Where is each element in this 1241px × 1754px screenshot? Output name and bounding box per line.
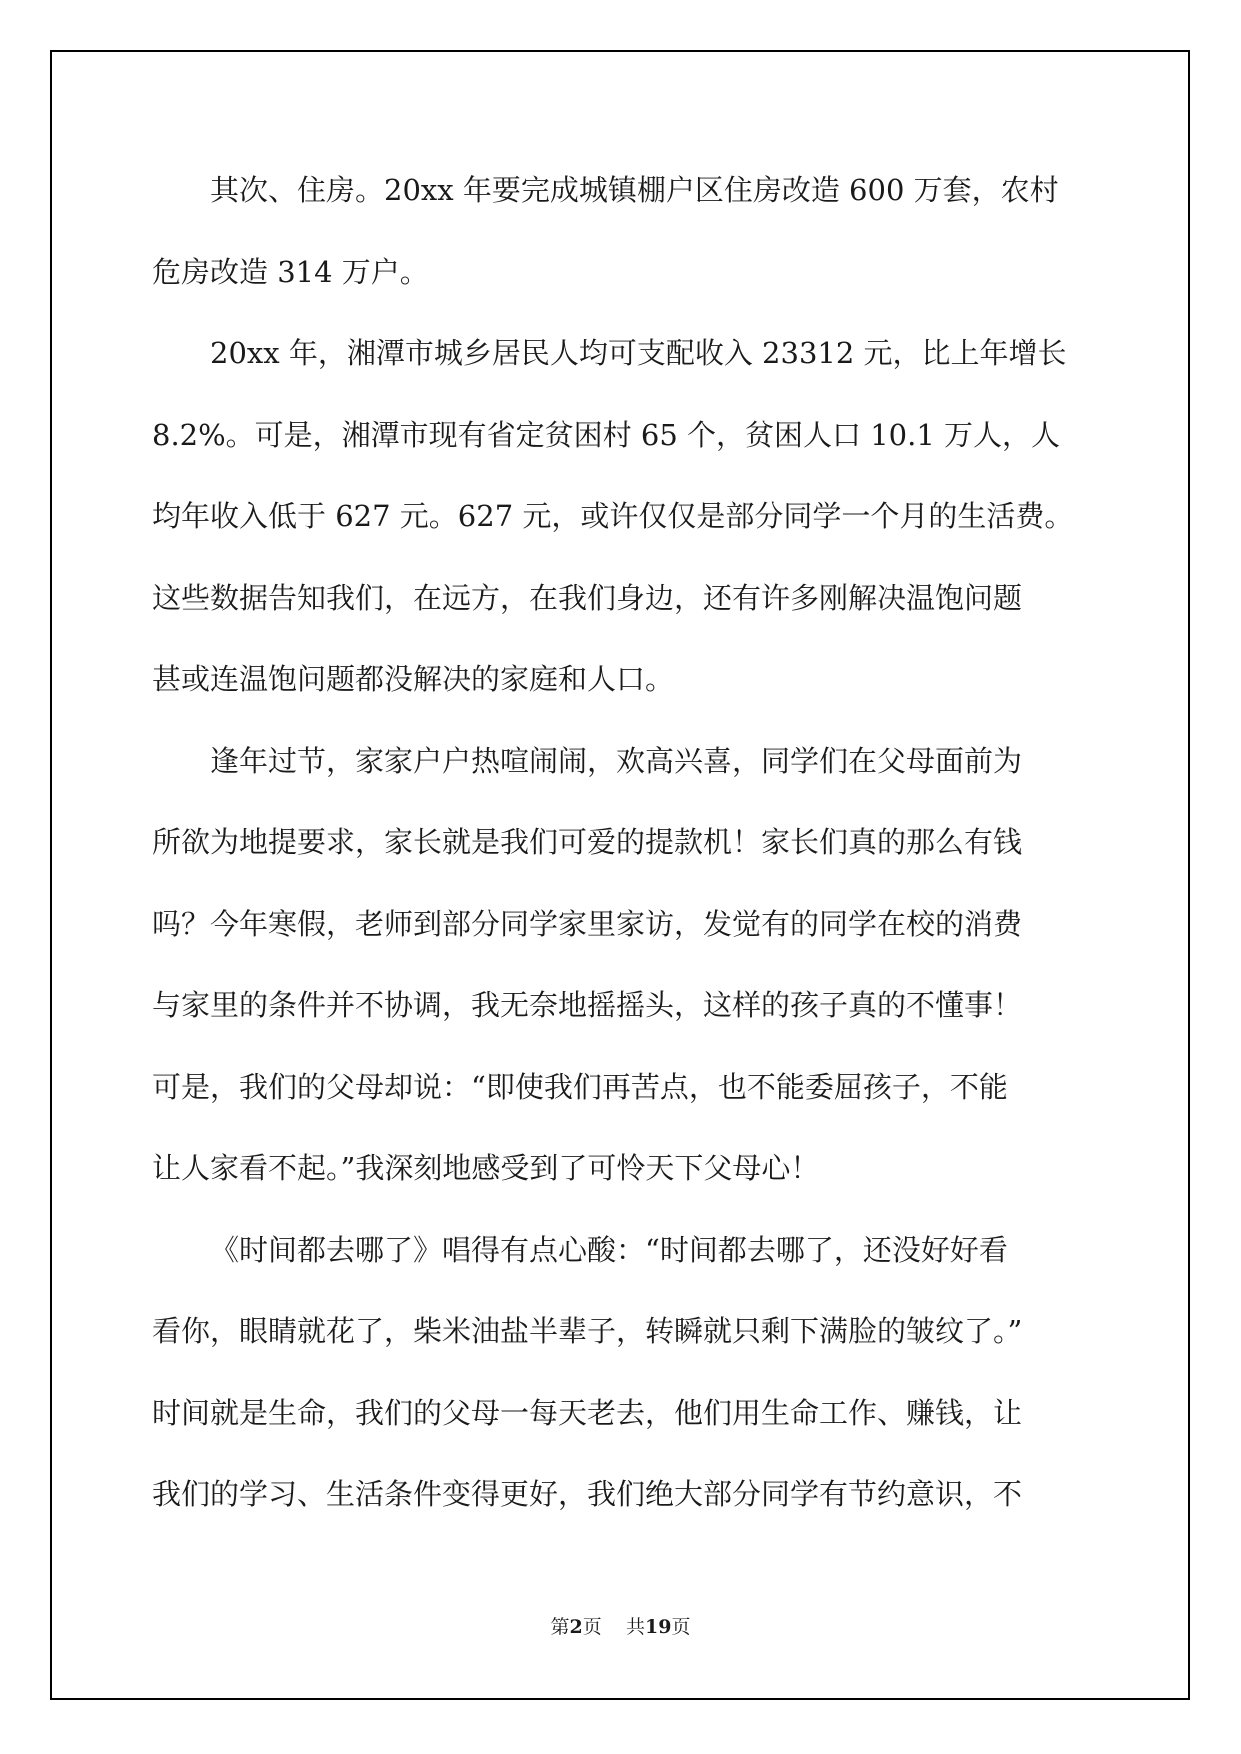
text-line: 我们的学习、生活条件变得更好，我们绝大部分同学有节约意识，不 [152,1477,1023,1511]
document-body [152,160,1092,1546]
text-line: 可是，我们的父母却说：“即使我们再苦点，也不能委屈孩子，不能 [152,1069,1008,1104]
page-suffix: 页 [582,1616,602,1638]
total-pages: 19 [644,1616,672,1638]
text-line: 这些数据告知我们，在远方，在我们身边，还有许多刚解决温饱问题 [152,580,1023,615]
text-line: 所欲为地提要求，家长就是我们可爱的提款机！家长们真的那么有钱 [152,825,1023,859]
total-prefix: 共 [625,1616,645,1638]
page-footer [0,1612,1241,1639]
text-line: 危房改造 314 万户。 [152,254,429,289]
text-line: 时间就是生命，我们的父母一每天老去，他们用生命工作、赚钱，让 [152,1395,1023,1430]
text-line: 均年收入低于 627 元。627 元，或许仅仅是部分同学一个月的生活费。 [152,499,1074,533]
page-prefix: 第 [550,1616,570,1638]
text-line: 吗？今年寒假，老师到部分同学家里家访，发觉有的同学在校的消费 [152,906,1023,941]
text-line: 《时间都去哪了》唱得有点心酸：“时间都去哪了，还没好好看 [210,1232,1008,1267]
text-line: 让人家看不起。”我深刻地感受到了可怜天下父母心！ [152,1151,820,1185]
text-line: 20xx 年，湘潭市城乡居民人均可支配收入 23312 元，比上年增长 [210,336,1067,370]
total-suffix: 页 [671,1616,691,1638]
text-line: 其次、住房。20xx 年要完成城镇棚户区住房改造 600 万套，农村 [210,173,1059,207]
text-line: 与家里的条件并不协调，我无奈地摇摇头，这样的孩子真的不懂事！ [152,988,1023,1022]
text-line: 看你，眼睛就花了，柴米油盐半辈子，转瞬就只剩下满脸的皱纹了。” [152,1314,1023,1348]
text-line: 甚或连温饱问题都没解决的家庭和人口。 [152,662,675,696]
text-line: 逢年过节，家家户户热喧闹闹，欢高兴喜，同学们在父母面前为 [210,743,1023,778]
page-number: 2 [569,1616,583,1638]
text-line: 8.2%。可是，湘潭市现有省定贫困村 65 个，贫困人口 10.1 万人，人 [152,417,1061,452]
